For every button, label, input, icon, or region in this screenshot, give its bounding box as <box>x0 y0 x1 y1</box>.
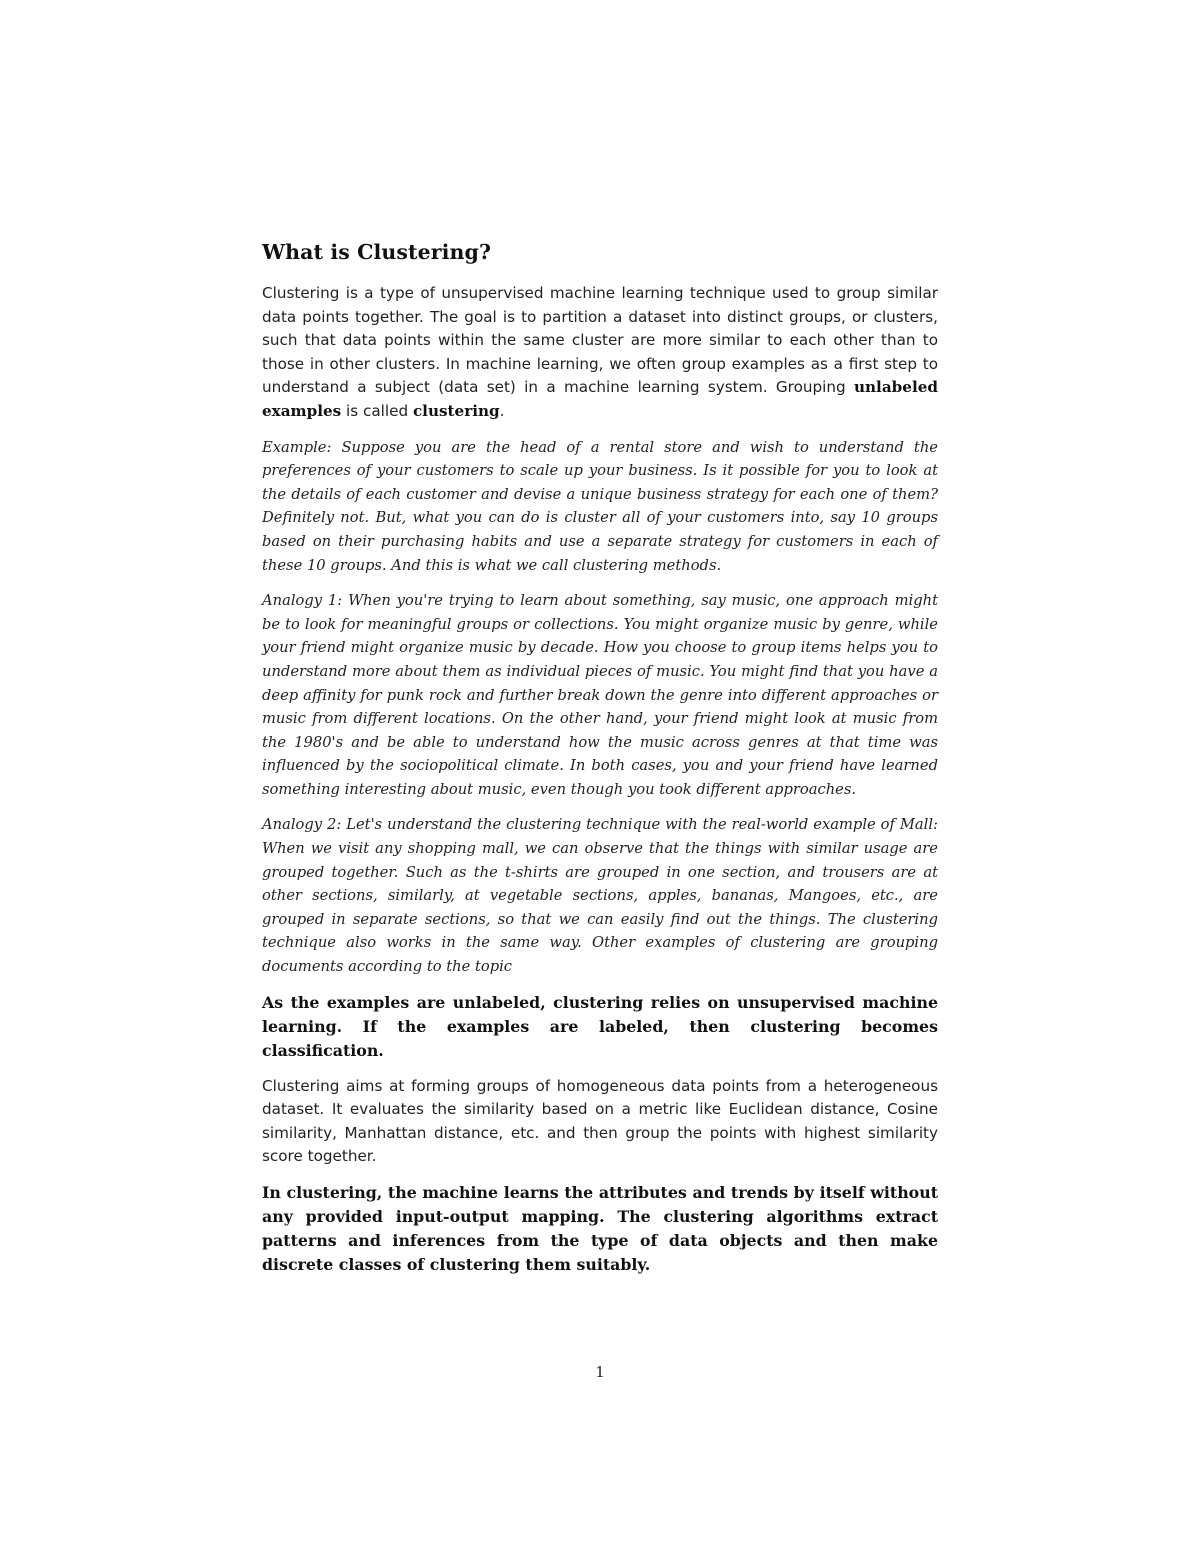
machine-learns-bold-paragraph: In clustering, the machine learns the attributes and trends by itself without any provided input-output mapping. The clustering algorithms extract patterns and inferences from the type of data objects and then make discrete classes of clustering them suitably. <box>262 1183 938 1274</box>
page-number: 1 <box>595 1363 605 1381</box>
example-paragraph: Example: Suppose you are the head of a rental store and wish to understand the preferences of your customers to scale up your business. Is it possible for you to look at the details of each customer and devise a unique business strategy for each one of them? Definitely not. But, what you can do is cluster all of your customers into, say 10 groups based on their purchasing habits and use a separate strategy for customers in each of these 10 groups. And this is what we call clustering methods. <box>262 438 938 574</box>
analogy-1-paragraph: Analogy 1: When you're trying to learn about something, say music, one approach might be to look for meaningful groups or collections. You might organize music by genre, while your friend might organize music by decade. How you choose to group items helps you to understand more about them as individual pieces of music. You might find that you have a deep affinity for punk rock and further break down the genre into different approaches or music from different locations. On the other hand, your friend might look at music from the 1980's and be able to understand how the music across genres at that time was influenced by the sociopolitical climate. In both cases, you and your friend have learned something interesting about music, even though you took different approaches. <box>262 592 938 798</box>
intro-text-middle: is called <box>341 401 413 420</box>
intro-text-after: . <box>499 401 505 420</box>
metric-paragraph: Clustering aims at forming groups of homogeneous data points from a heterogeneous dataset. It evaluates the similarity based on a metric like Euclidean distance, Cosine similarity, Manhattan distance, etc. and then group the points with highest similarity score together. <box>262 1076 938 1166</box>
intro-emphasis-clustering: clustering <box>412 401 500 420</box>
analogy-2-paragraph: Analogy 2: Let's understand the clustering technique with the real-world example of Mall: When we visit any shopping mall, we can observe that the things with similar usage are grouped together. Such as the t-shirts are grouped in one section, and trousers are at other sections, similarly, at vegetable sections, apples, bananas, Mangoes, etc., are grouped in separate sections, so that we can easily find out the things. The clustering technique also works in the same way. Other examples of clustering are grouping documents according to the topic <box>262 816 938 976</box>
unlabeled-bold-paragraph: As the examples are unlabeled, clustering relies on unsupervised machine learning. If the examples are labeled, then clustering becomes classification. <box>262 992 938 1060</box>
document-page <box>262 240 938 1289</box>
intro-text-before: Clustering is a type of unsupervised machine learning technique used to group similar data points together. The goal is to partition a dataset into distinct groups, or clusters, such that data points within the same cluster are more similar to each other than to those in other clusters. In machine learning, we often group examples as a first step to understand a subject (data set) in a machine learning system. Grouping <box>262 284 938 397</box>
intro-emphasis-unlabeled-examples: unlabeled examples <box>262 378 938 420</box>
intro-paragraph <box>262 282 938 424</box>
section-title: What is Clustering? <box>262 240 492 264</box>
